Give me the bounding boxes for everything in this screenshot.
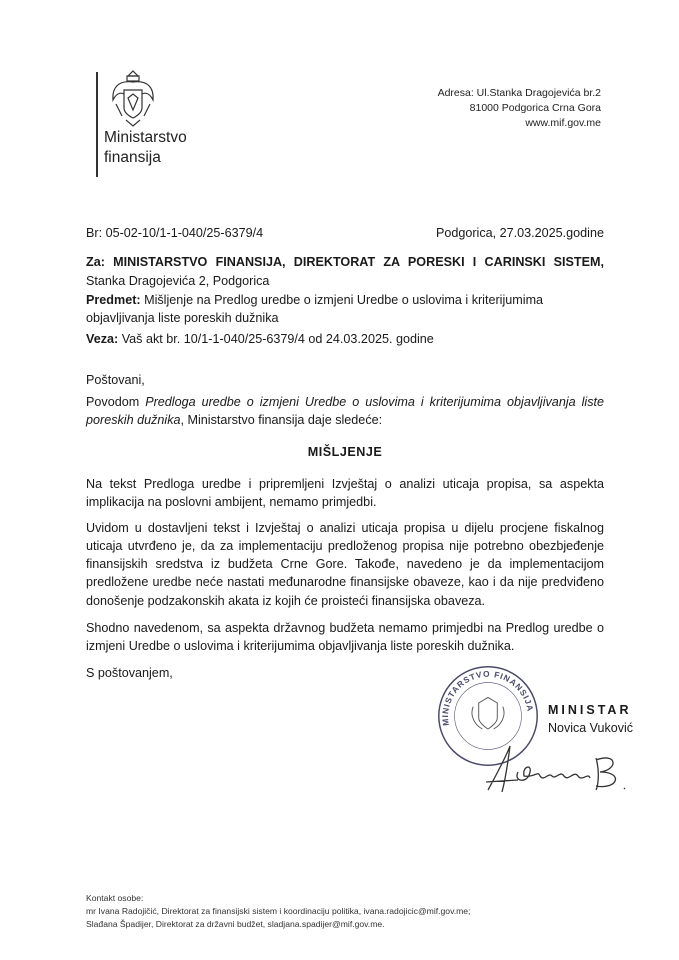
contact-label: Kontakt osobe: [86, 893, 144, 903]
svg-text:MINISTARSTVO FINANSIJA: MINISTARSTVO FINANSIJA [439, 668, 536, 727]
opinion-heading: MIŠLJENJE [307, 444, 383, 459]
ministry-line2: finansija [104, 149, 161, 166]
reference-number: Br: 05-02-10/1-1-040/25-6379/4 [86, 226, 264, 240]
subject-label: Predmet: [86, 292, 141, 307]
recipient-address: Stanka Dragojevića 2, Podgorica [86, 273, 270, 288]
recipient-name: MINISTARSTVO FINANSIJA, DIREKTORAT ZA PORESKI I CARINSKI SISTEM, [113, 255, 605, 270]
place-date: Podgorica, 27.03.2025.godine [435, 226, 604, 240]
recipient-label: Za: [86, 255, 105, 270]
contact-footer [86, 892, 470, 931]
website-link[interactable]: www.mif.gov.me [525, 117, 601, 129]
link-label: Veza: [86, 332, 119, 347]
closing: S poštovanjem, [86, 665, 173, 680]
paragraph-1: Na tekst Predloga uredbe i pripremljeni Izvještaj o analizi uticaja propisa, sa aspekta implikacija na poslovni ambijent, nemamo primjedbi. [86, 476, 604, 510]
reference-row [86, 224, 604, 242]
link-ref [86, 330, 604, 348]
greeting: Poštovani, [86, 372, 145, 387]
paragraph-2: Uvidom u dostavljeni tekst i Izvještaj o analizi uticaja propisa u dijelu procjene fiskalnog uticaja utvrđeno je, da za implementaciju predloženog propisa nije potrebno obezbjeđenje finansijskih sredstva iz budžeta Crne Gore. Takođe, navedeno je da implementacijom predložene uredbe neće nastati međunarodne finansijske obaveze, kao i da nije predviđeno donošenje podzakonskih akata iz kojih će proisteći finansijska obaveza. [86, 520, 604, 608]
contact-1: mr Ivana Radojičić, Direktorat za finansijski sistem i koordinaciju politika, ivana.radojicic@mif.gov.me; [86, 906, 471, 916]
contact-2: Slađana Špadijer, Direktorat za državni budžet, sladjana.spadijer@mif.gov.me. [86, 919, 385, 929]
link-text: Vaš akt br. 10/1-1-040/25-6379/4 od 24.03.2025. godine [118, 332, 434, 347]
header-divider [96, 72, 98, 177]
signatory-title: MINISTAR [548, 703, 632, 717]
letter-body [86, 224, 604, 682]
coat-of-arms-icon [108, 70, 158, 128]
subject-text: Mišljenje na Predlog uredbe o izmjeni Uredbe o uslovima i kriterijumima objavljivanja liste poreskih dužnika [86, 292, 544, 326]
intro-suffix: , Ministarstvo finansija daje sledeće: [180, 413, 383, 428]
subject [86, 291, 604, 328]
ministry-name [104, 128, 187, 168]
ministry-line1: Ministarstvo [104, 129, 187, 146]
address-street: Adresa: Ul.Stanka Dragojevića br.2 [437, 87, 601, 99]
handwritten-signature-icon [478, 742, 638, 797]
intro-paragraph [86, 393, 604, 430]
recipient [86, 253, 604, 290]
intro-italic: Predloga uredbe o izmjeni Uredbe o uslovima i kriterijumima objavljivanja liste poreskih dužnika [86, 395, 604, 428]
intro-prefix: Povodom [86, 395, 146, 410]
paragraph-3: Shodno navedenom, sa aspekta državnog budžeta nemamo primjedbi na Predlog uredbe o izmjeni Uredbe o uslovima i kriterijumima objavljivanja liste poreskih dužnika. [86, 621, 604, 654]
signatory-name: Novica Vuković [548, 721, 633, 735]
address-city: 81000 Podgorica Crna Gora [469, 102, 601, 114]
address-block [438, 86, 601, 131]
